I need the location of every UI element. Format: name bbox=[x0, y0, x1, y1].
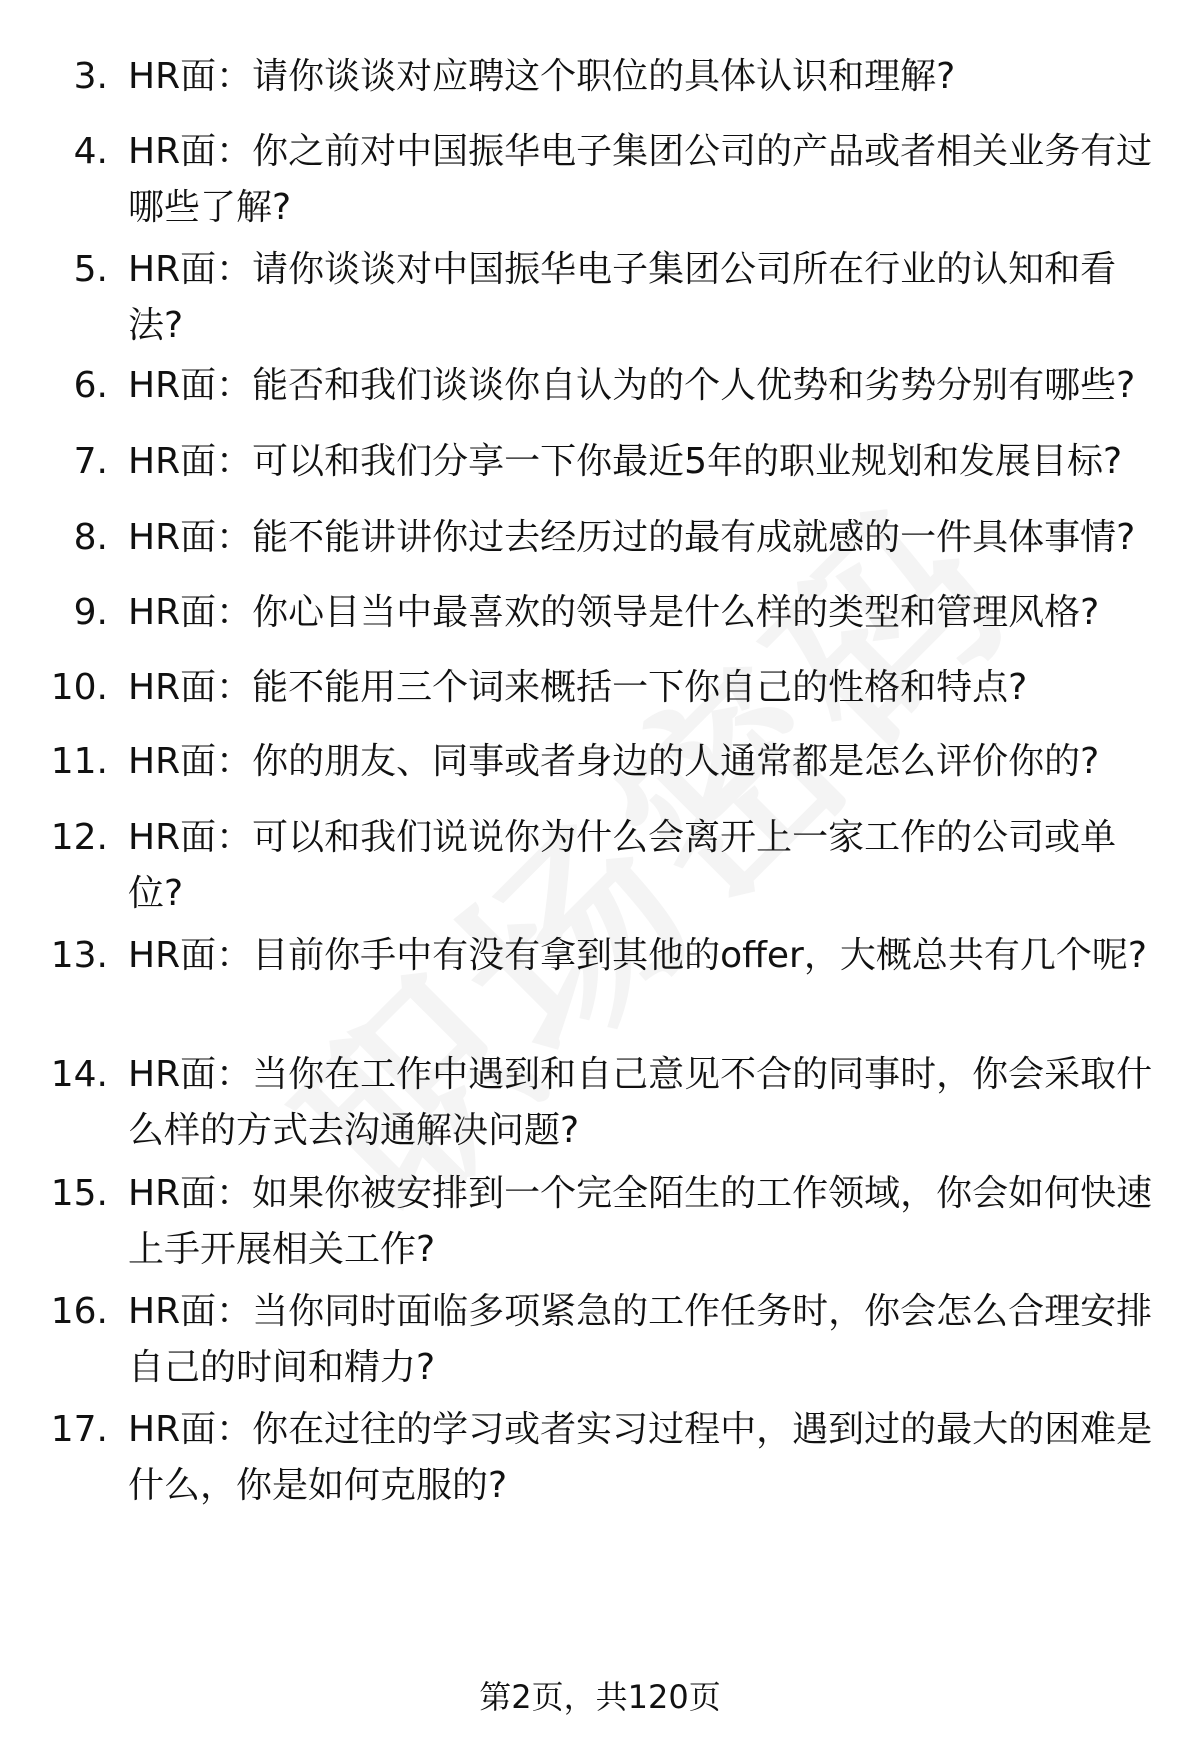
question-text: HR面：请你谈谈对中国振华电子集团公司所在行业的认知和看法? bbox=[128, 249, 1117, 346]
page-footer: 第2页，共120页 bbox=[479, 1678, 721, 1716]
question-number: 15. bbox=[50, 1173, 108, 1214]
question-number: 10. bbox=[50, 667, 108, 708]
question-text: HR面：当你在工作中遇到和自己意见不合的同事时，你会采取什么样的方式去沟通解决问题? bbox=[128, 1054, 1153, 1151]
question-text: HR面：你的朋友、同事或者身边的人通常都是怎么评价你的? bbox=[128, 741, 1100, 782]
question-number: 16. bbox=[50, 1291, 108, 1332]
question-text: HR面：你心目当中最喜欢的领导是什么样的类型和管理风格? bbox=[128, 592, 1100, 633]
question-number: 11. bbox=[50, 741, 108, 782]
question-number: 14. bbox=[50, 1054, 108, 1095]
question-number: 5. bbox=[73, 249, 108, 290]
question-text: HR面：请你谈谈对应聘这个职位的具体认识和理解? bbox=[128, 56, 956, 97]
question-number: 4. bbox=[73, 131, 108, 172]
question-number: 3. bbox=[73, 56, 108, 97]
question-text: HR面：能不能讲讲你过去经历过的最有成就感的一件具体事情? bbox=[128, 517, 1136, 558]
question-number: 9. bbox=[73, 592, 108, 633]
question-number: 17. bbox=[50, 1409, 108, 1450]
question-text: HR面：如果你被安排到一个完全陌生的工作领域，你会如何快速上手开展相关工作? bbox=[128, 1173, 1153, 1270]
question-number: 12. bbox=[50, 817, 108, 858]
question-text: HR面：当你同时面临多项紧急的工作任务时，你会怎么合理安排自己的时间和精力? bbox=[128, 1291, 1153, 1388]
question-text: HR面：可以和我们分享一下你最近5年的职业规划和发展目标? bbox=[128, 441, 1123, 482]
question-number: 6. bbox=[73, 365, 108, 406]
question-text: HR面：你之前对中国振华电子集团公司的产品或者相关业务有过哪些了解? bbox=[128, 131, 1153, 228]
question-text: HR面：能否和我们谈谈你自认为的个人优势和劣势分别有哪些? bbox=[128, 365, 1136, 406]
question-text: HR面：可以和我们说说你为什么会离开上一家工作的公司或单位? bbox=[128, 817, 1117, 914]
question-number: 13. bbox=[50, 935, 108, 976]
question-text: HR面：能不能用三个词来概括一下你自己的性格和特点? bbox=[128, 667, 1028, 708]
question-text: HR面：你在过往的学习或者实习过程中，遇到过的最大的困难是什么，你是如何克服的? bbox=[128, 1409, 1153, 1506]
question-text: HR面：目前你手中有没有拿到其他的offer，大概总共有几个呢? bbox=[128, 935, 1147, 976]
question-number: 8. bbox=[73, 517, 108, 558]
question-number: 7. bbox=[73, 441, 108, 482]
